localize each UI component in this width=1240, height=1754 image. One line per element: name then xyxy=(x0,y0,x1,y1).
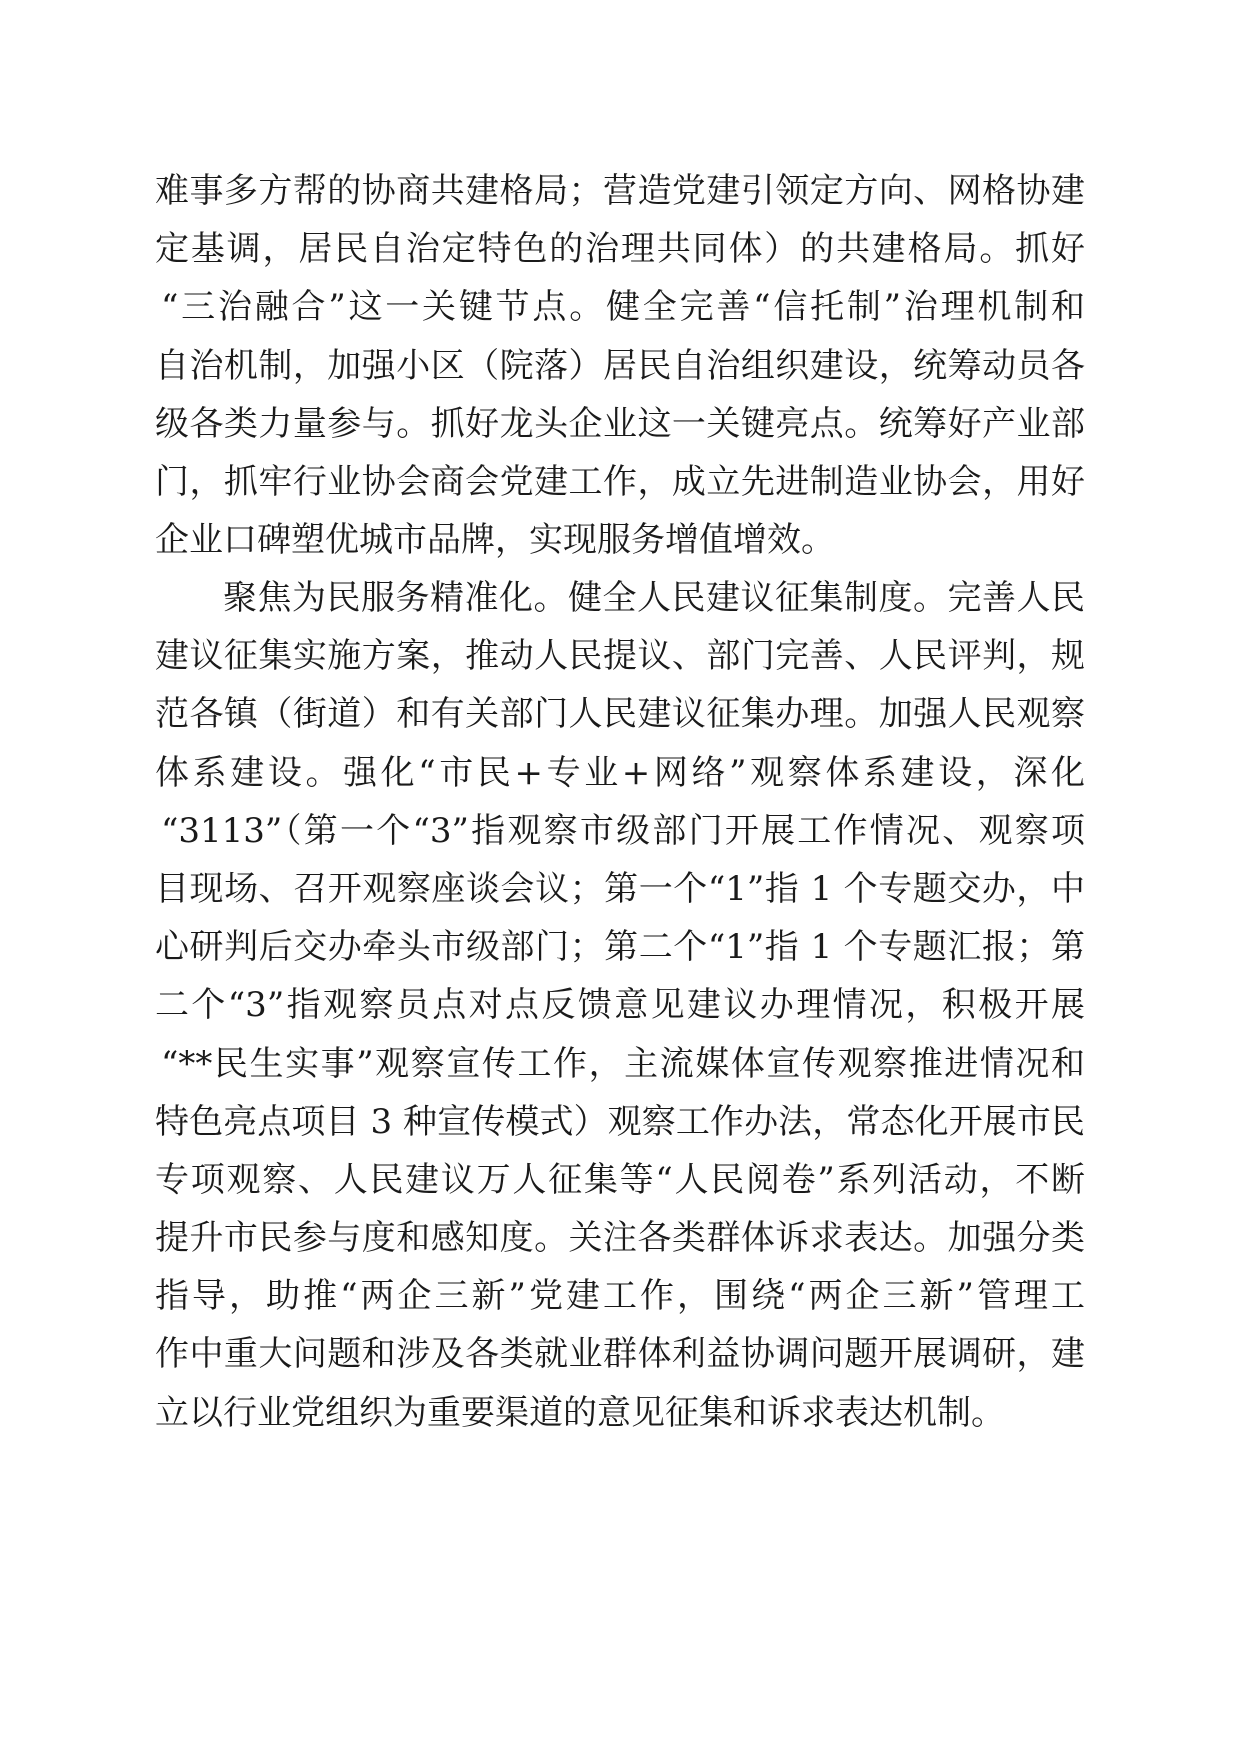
paragraph-line: 难事多方帮的协商共建格局；营造党建引领定方向、网格协建 xyxy=(155,171,1085,211)
paragraph-line: 门，抓牢行业协会商会党建工作，成立先进制造业协会，用好 xyxy=(155,461,1085,502)
paragraph-line: “三治融合”这一关键节点。健全完善“信托制”治理机制和 xyxy=(161,287,1085,328)
paragraph-line: “**民生实事”观察宣传工作，主流媒体宣传观察推进情况和 xyxy=(161,1043,1085,1084)
paragraph-line: 作中重大问题和涉及各类就业群体利益协调问题开展调研，建 xyxy=(155,1334,1085,1375)
paragraph-line: 专项观察、人民建议万人征集等“人民阅卷”系列活动，不断 xyxy=(155,1159,1085,1200)
paragraph-line: 范各镇（街道）和有关部门人民建议征集办理。加强人民观察 xyxy=(155,694,1085,735)
paragraph-line: “3113”（第一个“3”指观察市级部门开展工作情况、观察项 xyxy=(161,810,1085,851)
paragraph-line: 体系建设。强化“市民+专业+网络”观察体系建设，深化 xyxy=(155,752,1085,793)
paragraph-line: 提升市民参与度和感知度。关注各类群体诉求表达。加强分类 xyxy=(155,1218,1085,1259)
paragraph-line: 目现场、召开观察座谈会议；第一个“1”指 1 个专题交办，中 xyxy=(155,868,1085,909)
paragraph-line: 聚焦为民服务精准化。健全人民建议征集制度。完善人民 xyxy=(223,578,1085,618)
paragraph-line: 企业口碑塑优城市品牌，实现服务增值增效。 xyxy=(155,520,835,561)
paragraph-line: 心研判后交办牵头市级部门；第二个“1”指 1 个专题汇报；第 xyxy=(155,927,1085,968)
paragraph-line: 建议征集实施方案，推动人民提议、部门完善、人民评判，规 xyxy=(155,636,1085,677)
paragraph-1 xyxy=(155,162,1085,569)
paragraph-line: 自治机制，加强小区（院落）居民自治组织建设，统筹动员各 xyxy=(155,345,1085,386)
paragraph-line: 特色亮点项目 3 种宣传模式）观察工作办法，常态化开展市民 xyxy=(155,1101,1085,1142)
paragraph-line: 级各类力量参与。抓好龙头企业这一关键亮点。统筹好产业部 xyxy=(155,403,1085,444)
paragraph-line: 立以行业党组织为重要渠道的意见征集和诉求表达机制。 xyxy=(155,1392,1005,1433)
paragraph-line: 指导，助推“两企三新”党建工作，围绕“两企三新”管理工 xyxy=(155,1276,1085,1317)
paragraph-line: 二个“3”指观察员点对点反馈意见建议办理情况，积极开展 xyxy=(155,985,1085,1026)
paragraph-2 xyxy=(155,569,1085,1442)
paragraph-line: 定基调，居民自治定特色的治理共同体）的共建格局。抓好 xyxy=(155,229,1085,270)
